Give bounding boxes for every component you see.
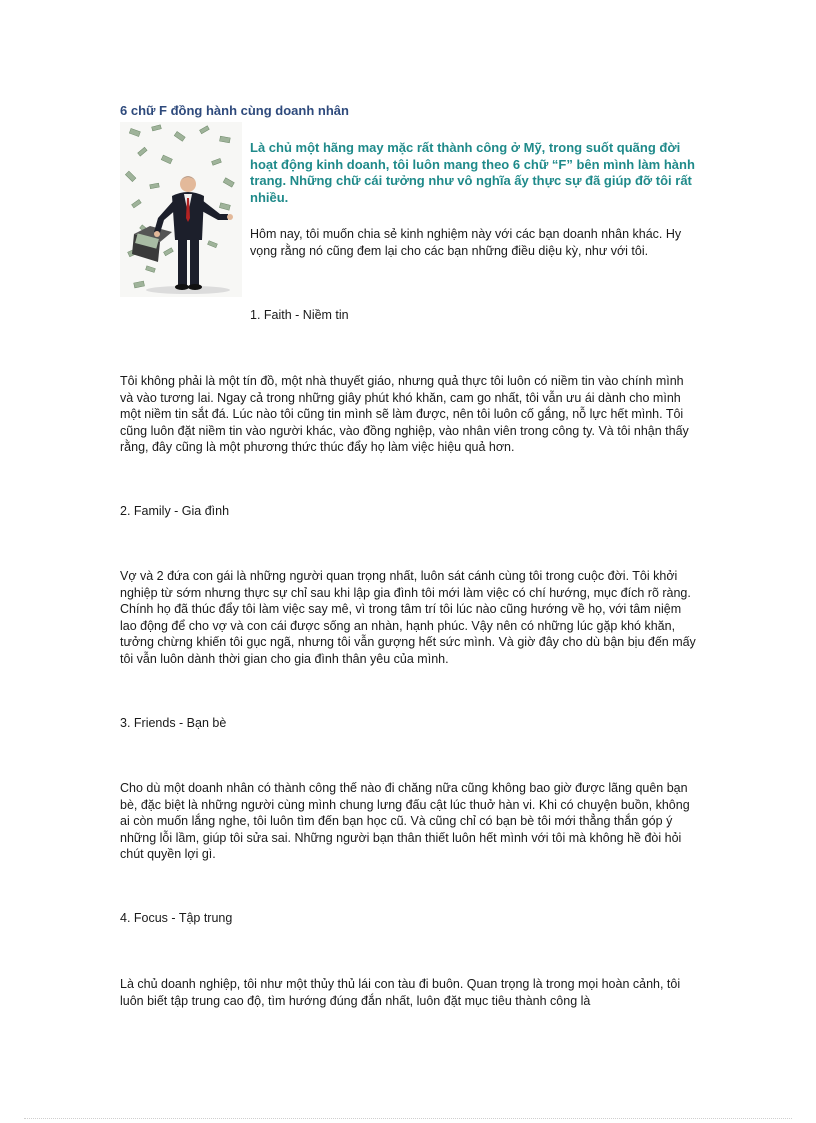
section-body-faith: Tôi không phải là một tín đồ, một nhà thuyết giáo, nhưng quả thực tôi luôn có niềm tin vào chính mình và vào tương lai. Ngay cả trong những giây phút khó khăn, cam go nhất, tôi vẫn ưu ái dành cho mình một niềm tin sắt đá. Lúc nào tôi cũng tin mình sẽ làm được, nên tôi luôn cố gắng, nỗ lực hết mình. Tôi cũng luôn đặt niềm tin vào người khác, vào đồng nghiệp, vào nhân viên trong công ty. Và tôi nhận thấy rằng, đây cũng là một phương thức thúc đẩy họ làm việc hiệu quả hơn.	[120, 374, 689, 454]
intro-paragraph: Hôm nay, tôi muốn chia sẻ kinh nghiệm này với các bạn doanh nhân khác. Hy vọng rằng nó cũng đem lại cho các bạn những điều diệu kỳ, như với tôi.	[250, 227, 682, 258]
section-heading-focus: 4. Focus - Tập trung	[120, 911, 233, 925]
illustration-svg	[120, 122, 242, 297]
section-heading-friends: 3. Friends - Bạn bè	[120, 716, 227, 730]
section-heading-family: 2. Family - Gia đình	[120, 504, 230, 518]
page-bottom-divider	[24, 1118, 792, 1119]
section-body-focus: Là chủ doanh nghiệp, tôi như một thủy thủ lái con tàu đi buôn. Quan trọng là trong mọi hoàn cảnh, tôi luôn biết tập trung cao độ, tìm hướng đúng đắn nhất, luôn đặt mục tiêu thành công là	[120, 977, 681, 1008]
section-body-family: Vợ và 2 đứa con gái là những người quan trọng nhất, luôn sát cánh cùng tôi trong cuộc đời. Tôi khởi nghiệp từ sớm nhưng thực sự chỉ sau khi lập gia đình tôi mới làm việc có chí hướng, mục đích rõ ràng. Chính họ đã thúc đẩy tôi làm việc say mê, vì trong tâm trí tôi lúc nào cũng hướng về họ, với tâm niệm lao động để cho vợ và con cái được sống an nhàn, hạnh phúc. Vậy nên có những lúc gặp khó khăn, tưởng chừng khiến tôi gục ngã, nhưng tôi vẫn gượng hết sức mình. Và giờ đây cho dù bận bịu đến mấy tôi vẫn luôn dành thời gian cho gia đình thân yêu của mình.	[120, 569, 696, 666]
lead-paragraph: Là chủ một hãng may mặc rất thành công ở Mỹ, trong suốt quãng đời hoạt động kinh doanh, tôi luôn mang theo 6 chữ “F” bên mình làm hành trang. Những chữ cái tưởng như vô nghĩa ấy thực sự đã giúp đỡ tôi rất nhiều.	[250, 140, 695, 205]
section-heading-faith: 1. Faith - Niềm tin	[250, 308, 349, 322]
section-body-friends: Cho dù một doanh nhân có thành công thế nào đi chăng nữa cũng không bao giờ được lãng quên bạn bè, đặc biệt là những người cùng mình chung lưng đấu cật lúc thuở hàn vi. Khi có chuyện buồn, không ai còn muốn lắng nghe, tôi luôn tìm đến bạn học cũ. Và cũng chỉ có bạn bè tôi mới thẳng thắn góp ý những lỗi lầm, giúp tôi sửa sai. Những người bạn thân thiết luôn hết mình với tôi mà không hề đòi hỏi chút quyền lợi gì.	[120, 781, 690, 861]
businessman-money-rain-icon	[120, 122, 242, 297]
article-title: 6 chữ F đồng hành cùng doanh nhân	[120, 103, 349, 118]
